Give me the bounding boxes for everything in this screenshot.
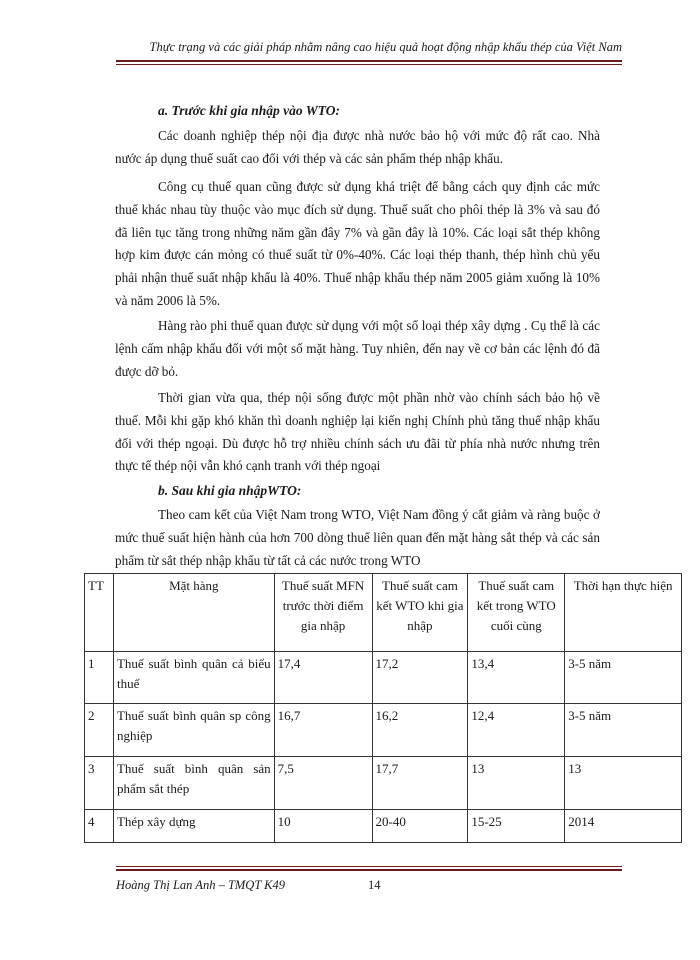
table-header-row [85,574,682,652]
table-row [85,810,682,843]
section-b-heading: b. Sau khi gia nhậpWTO: [158,483,302,498]
section-a-paragraph: Công cụ thuế quan cũng được sử dụng khá triệt để bằng cách quy định các mức thuế khác nhau tùy thuộc vào mục đích sử dụng. Thuế suất cho phôi thép là 3% và sau đó đã liên tục tăng trong những năm gần đây 7% và gần đây là 10%. Các loại sắt thép không hợp kim được cán mỏng có thuế suất từ 0%-40%. Các loại thép thanh, thép hình chủ yếu phải nhận thuế suất nhập khẩu là 40%. Thuế nhập khẩu thép năm 2005 giảm xuống là 10% và năm 2006 là 5%. [115,179,600,308]
footer-rule-thick [116,869,622,871]
table-header-cell: Mặt hàng [113,574,274,652]
section-b-paragraph: Theo cam kết của Việt Nam trong WTO, Việt Nam đồng ý cắt giảm và ràng buộc ở mức thuế suất hiện hành của hơn 700 dòng thuế liên quan đến mặt hàng sắt thép và các sản phẩm từ sắt thép nhập khẩu từ tất cả các nước trong WTO [115,507,600,568]
running-header-title: Thực trạng và các giải pháp nhằm nâng cao hiệu quả hoạt động nhập khẩu thép của Việt Nam [149,40,622,54]
section-a-paragraph: Hàng rào phi thuế quan được sử dụng với một số loại thép xây dựng . Cụ thể là các lệnh cấm nhập khẩu đối với một số mặt hàng. Tuy nhiên, đến nay về cơ bản các lệnh đó đã được dỡ bỏ. [115,318,600,379]
table-cell: 4 [85,810,114,843]
table-row [85,757,682,810]
table-cell: 13 [468,757,565,810]
table-header-cell: Thời hạn thực hiện [565,574,682,652]
table-cell: 3-5 năm [565,704,682,757]
header-rule-thick [116,60,622,62]
table-cell: 7,5 [274,757,372,810]
table-cell: Thép xây dựng [113,810,274,843]
table-cell: 12,4 [468,704,565,757]
wto-tariff-table [84,573,682,843]
table-cell: 20-40 [372,810,468,843]
section-a-paragraph: Các doanh nghiệp thép nội địa được nhà nước bảo hộ với mức độ rất cao. Nhà nước áp dụng thuế suất cao đối với thép và các sản phẩm thép nhập khẩu. [115,128,600,166]
table-cell: 2014 [565,810,682,843]
header-rule-thin [116,64,622,65]
table-cell: 17,7 [372,757,468,810]
table-header-cell: Thuế suất cam kết WTO khi gia nhập [372,574,468,652]
table-header-cell: Thuế suất MFN trước thời điểm gia nhập [274,574,372,652]
footer-rule-thin [116,866,622,867]
section-a-heading: a. Trước khi gia nhập vào WTO: [158,103,340,118]
table-header-cell: TT [85,574,114,652]
table-cell: 1 [85,652,114,704]
table-cell: 13 [565,757,682,810]
table-header-cell: Thuế suất cam kết trong WTO cuối cùng [468,574,565,652]
table-cell: Thuế suất bình quân cả biểu thuế [113,652,274,704]
table-cell: 13,4 [468,652,565,704]
table-cell: 10 [274,810,372,843]
table-row [85,704,682,757]
table-cell: Thuế suất bình quân sp công nghiệp [113,704,274,757]
section-a-paragraph: Thời gian vừa qua, thép nội sống được một phần nhờ vào chính sách bảo hộ về thuế. Mỗi khi gặp khó khăn thì doanh nghiệp lại kiến nghị Chính phủ tăng thuế nhập khẩu đối với thép ngoại. Dù được hỗ trợ nhiều chính sách ưu đãi từ phía nhà nước nhưng trên thực tế thép nội vẫn khó cạnh tranh với thép ngoại [115,390,600,474]
table-cell: 17,4 [274,652,372,704]
footer-author: Hoàng Thị Lan Anh – TMQT K49 [116,878,286,892]
table-cell: 16,7 [274,704,372,757]
table-cell: 17,2 [372,652,468,704]
table-cell: 16,2 [372,704,468,757]
page-number: 14 [368,878,381,892]
table-cell: 2 [85,704,114,757]
table-row [85,652,682,704]
table-cell: 3 [85,757,114,810]
table-cell: 3-5 năm [565,652,682,704]
table-cell: Thuế suất bình quân sản phẩm sắt thép [113,757,274,810]
table-cell: 15-25 [468,810,565,843]
